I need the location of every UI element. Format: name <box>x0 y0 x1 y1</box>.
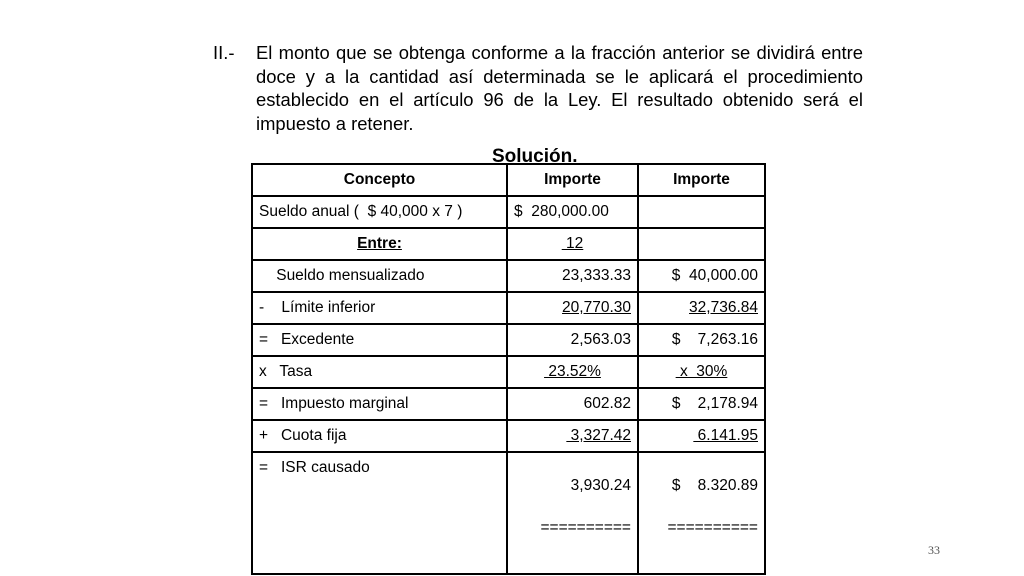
row-amount-a: $ 280,000.00 <box>507 196 638 228</box>
paragraph <box>213 41 863 135</box>
table-header-row <box>252 164 765 196</box>
row-amount-a: 3,327.42 <box>507 420 638 452</box>
table-row <box>252 420 765 452</box>
table-row <box>252 292 765 324</box>
row-concept: Entre: <box>252 228 507 260</box>
row-amount-b: $ 7,263.16 <box>638 324 765 356</box>
row-concept: - Límite inferior <box>252 292 507 324</box>
row-amount-a <box>507 452 638 574</box>
row-amount-a: 23,333.33 <box>507 260 638 292</box>
row-amount-a: 20,770.30 <box>507 292 638 324</box>
row-amount-b: 32,736.84 <box>638 292 765 324</box>
row-amount-b <box>638 452 765 574</box>
row-amount-b: 6.141.95 <box>638 420 765 452</box>
paragraph-text: El monto que se obtenga conforme a la fracción anterior se dividirá entre doce y a la cantidad así determinada se le aplicará el procedimiento establecido en el artículo 96 de la Ley. El resultado obtenido será el impuesto a retener. <box>256 42 863 134</box>
double-rule-b: ========== <box>667 519 758 536</box>
row-concept: + Cuota fija <box>252 420 507 452</box>
table-row <box>252 324 765 356</box>
row-concept: = Impuesto marginal <box>252 388 507 420</box>
row-amount-a: 23.52% <box>507 356 638 388</box>
row-concept: Sueldo anual ( $ 40,000 x 7 ) <box>252 196 507 228</box>
double-rule-a: ========== <box>540 519 631 536</box>
paragraph-number: II.- <box>213 42 235 63</box>
total-value-a: 3,930.24 <box>570 477 631 494</box>
total-value-b: $ 8.320.89 <box>671 477 758 494</box>
table-row <box>252 260 765 292</box>
table-row <box>252 356 765 388</box>
row-amount-b: x 30% <box>638 356 765 388</box>
row-amount-a: 12 <box>507 228 638 260</box>
row-amount-b <box>638 228 765 260</box>
solution-table <box>251 163 766 575</box>
table-row <box>252 196 765 228</box>
row-amount-b: $ 40,000.00 <box>638 260 765 292</box>
page-number: 33 <box>928 543 940 557</box>
row-amount-a: 2,563.03 <box>507 324 638 356</box>
header-importe-2: Importe <box>638 164 765 196</box>
row-concept: = ISR causado <box>252 452 507 574</box>
row-concept: = Excedente <box>252 324 507 356</box>
table-row <box>252 228 765 260</box>
table-row <box>252 452 765 574</box>
solution-title: Solución. <box>492 146 578 167</box>
header-importe-1: Importe <box>507 164 638 196</box>
row-amount-a: 602.82 <box>507 388 638 420</box>
table-row <box>252 388 765 420</box>
header-concepto: Concepto <box>252 164 507 196</box>
row-concept: x Tasa <box>252 356 507 388</box>
row-amount-b <box>638 196 765 228</box>
row-amount-b: $ 2,178.94 <box>638 388 765 420</box>
row-concept: Sueldo mensualizado <box>252 260 507 292</box>
